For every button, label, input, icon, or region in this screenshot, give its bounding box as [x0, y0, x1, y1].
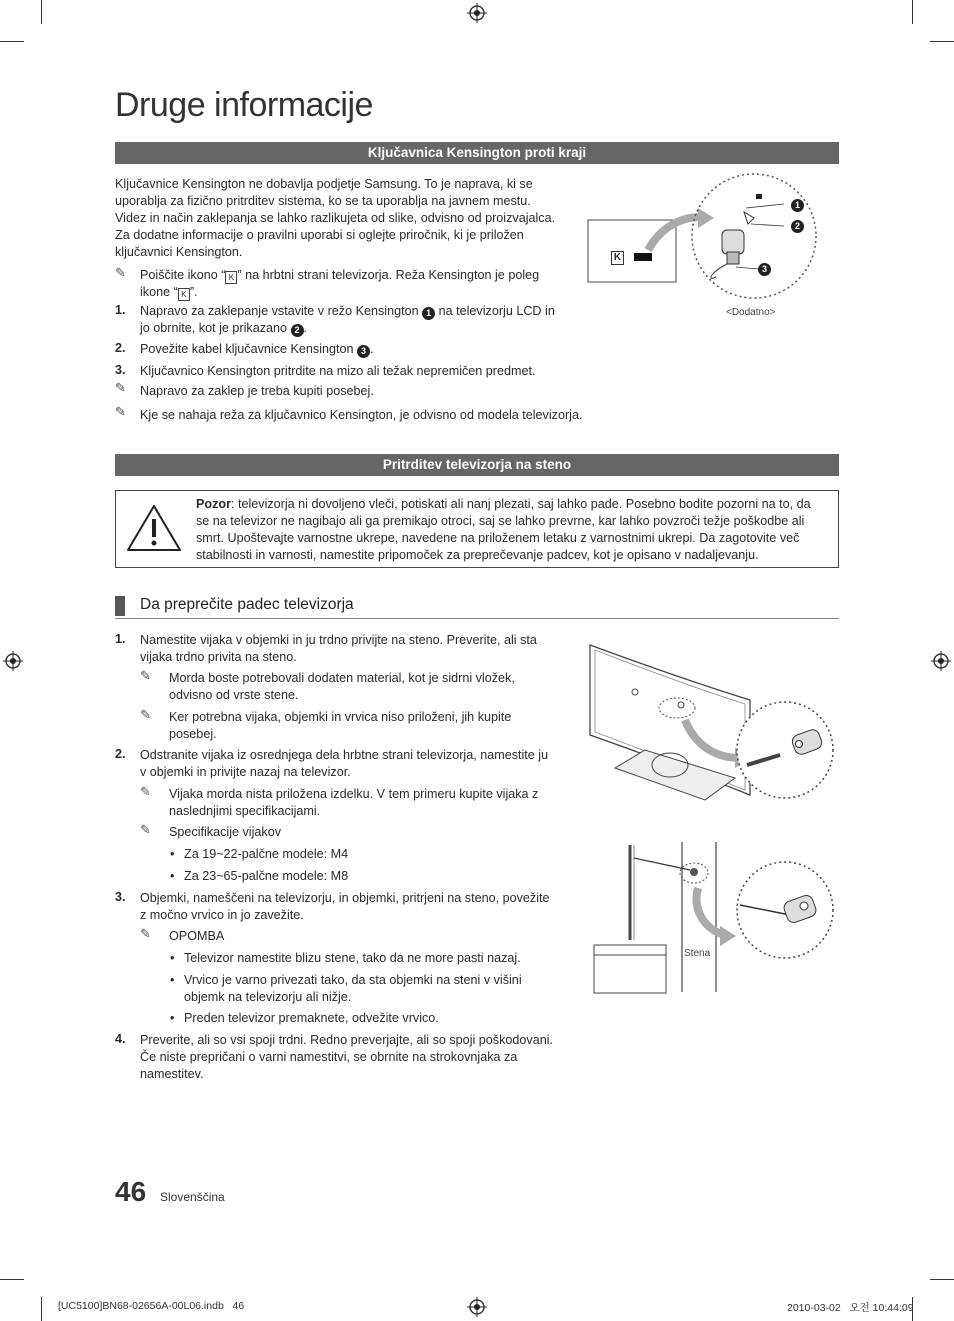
kensington-intro [115, 176, 575, 261]
figure-caption: <Dodatno> [726, 307, 776, 318]
text: jo obrnite, kot je prikazano [140, 321, 288, 335]
kensington-note-3: Kje se nahaja reža za ključavnico Kensington, je odvisno od modela televizorja. [140, 408, 583, 422]
registration-mark-icon [467, 1297, 487, 1317]
text: : televizorja ni dovoljeno vleči, potiskati ali nanj plezati, saj lahko pade. Posebno bodite pozorni na to, da [230, 497, 811, 511]
text-line: Če niste prepričani o varni namestitvi, se obrnite na strokovnjaka za [140, 1050, 518, 1064]
text-line: Vijaka morda nista priložena izdelku. V tem primeru kupite vijaka z [169, 787, 539, 801]
text-line: Videz in način zaklepanja se lahko razlikujeta od slike, odvisno od proizvajalca. [115, 211, 556, 225]
text: Povežite kabel ključavnice Kensington [140, 342, 354, 356]
warning-box [115, 490, 839, 568]
registration-mark-icon [931, 651, 951, 671]
list-item: • Televizor namestite blizu stene, tako da ne more pasti nazaj. [184, 950, 574, 967]
crop-mark [930, 1279, 954, 1280]
list-item: • Za 23~65-palčne modele: M8 [184, 868, 348, 885]
kensington-lock-icon: K [178, 288, 190, 301]
text-line: se na televizor ne nagibajo ali ga premikajo otroci, saj se lahko prevrne, kar lahko povzroči težje poškodbe ali [196, 514, 805, 528]
text-line: stabilnosti in varnosti, namestite pripomoček za preprečevanje padcev, kot je opisano v nadaljevanju. [196, 548, 759, 562]
wall-step-2 [140, 747, 570, 781]
wall-step-1-note-1 [169, 670, 569, 704]
step-number: 1. [115, 632, 126, 646]
note-icon: ✎ [140, 707, 151, 722]
callout-1-icon: 1 [422, 307, 435, 320]
text-line: odvisno od vrste stene. [169, 688, 299, 702]
step-number: 2. [115, 341, 126, 355]
page-title: Druge informacije [115, 86, 373, 124]
text-line: Ker potrebna vijaka, objemki in vrvica niso priloženi, jih kupite [169, 710, 512, 724]
kensington-k-icon: K [611, 251, 624, 265]
step-number: 3. [115, 890, 126, 904]
section-header-kensington: Ključavnica Kensington proti kraji [115, 142, 839, 164]
kensington-lock-illustration [586, 172, 826, 312]
subheading: Da preprečite padec televizorja [140, 596, 354, 613]
divider [115, 618, 839, 619]
registration-mark-icon [467, 3, 487, 23]
text: Poiščite ikono “ [140, 268, 226, 282]
warning-label: Pozor [196, 497, 231, 511]
warning-text [196, 496, 832, 564]
footer-language: Slovenščina [160, 1190, 225, 1204]
note-icon: ✎ [115, 404, 126, 419]
note-icon: ✎ [140, 822, 151, 837]
step-number: 1. [115, 303, 126, 317]
wall-step-2-note-2: Specifikacije vijakov [169, 825, 281, 839]
text-line: v objemki in privijte nazaj na televizor. [140, 765, 351, 779]
wall-step-3-note: OPOMBA [169, 929, 225, 943]
text: na televizorju LCD in [438, 304, 555, 318]
text-line: uporablja za fizično pritrditev sistema, ko se ta uporablja na javnem mestu. [115, 194, 531, 208]
text: . [370, 342, 374, 356]
footer-file: [UC5100]BN68-02656A-00L06.indb 46 [58, 1300, 245, 1312]
note-icon: ✎ [115, 380, 126, 395]
text: ”. [189, 285, 198, 299]
page-number: 46 [115, 1176, 147, 1207]
kensington-note-icon [140, 267, 580, 301]
text-line: namestitev. [140, 1067, 204, 1081]
figure-callout-2-icon: 2 [791, 220, 804, 233]
warning-triangle-icon [126, 503, 182, 553]
kensington-step-2 [140, 341, 580, 358]
kensington-step-3: Ključavnico Kensington pritrdite na mizo ali težak nepremičen predmet. [140, 364, 536, 378]
tv-back-illustration [585, 640, 840, 810]
text-line: Za dodatne informacije o pravilni uporabi si oglejte priročnik, ki je priložen [115, 228, 524, 242]
list-item [184, 972, 574, 1006]
wall-step-1 [140, 632, 570, 666]
step-number: 4. [115, 1032, 126, 1046]
figure-callout-3-icon: 3 [758, 263, 771, 276]
text-line: vijaka trdno privita na steno. [140, 650, 297, 664]
note-icon: ✎ [115, 265, 126, 280]
kensington-step-1 [140, 303, 580, 337]
text: . [303, 321, 308, 335]
figure-callout-1-icon: 1 [791, 199, 804, 212]
text-line: objemk na televizorju ali nižje. [184, 990, 352, 1004]
crop-mark [930, 41, 954, 42]
callout-3-icon: 3 [357, 345, 370, 358]
note-icon: ✎ [140, 668, 151, 683]
list-item: • Za 19~22-palčne modele: M4 [184, 846, 348, 863]
wall-step-4 [140, 1032, 570, 1083]
kensington-note-2: Napravo za zaklep je treba kupiti posebej. [140, 384, 374, 398]
wall-step-1-note-2 [169, 709, 569, 743]
callout-2-icon: 2 [291, 324, 304, 337]
list-item: • Preden televizor premaknete, odvežite vrvico. [184, 1010, 574, 1027]
crop-mark [41, 0, 42, 24]
wall-mount-illustration [590, 840, 835, 995]
crop-mark [0, 41, 24, 42]
step-number: 3. [115, 363, 126, 377]
text-line: ključavnici Kensington. [115, 245, 243, 259]
kensington-lock-icon: K [225, 271, 237, 284]
text-line: smrt. Upoštevajte varnostne ukrepe, navedene na priloženem letaku z varnostnimi ukrepi. Da zagotovite več [196, 531, 800, 545]
text-line [196, 496, 832, 513]
registration-mark-icon [3, 651, 23, 671]
text-line: Ključavnice Kensington ne dobavlja podjetje Samsung. To je naprava, ki se [115, 177, 533, 191]
text-line: • Vrvico je varno privezati tako, da sta objemki na steni v višini [184, 973, 522, 987]
text-line: z močno vrvico in jo zavežite. [140, 908, 304, 922]
crop-mark [912, 0, 913, 24]
text-line: Odstranite vijaka iz osrednjega dela hrbtne strani televizorja, namestite ju [140, 748, 549, 762]
footer-date: 2010-03-02 오전 10:44:09 [787, 1302, 914, 1314]
text-line: Preverite, ali so vsi spoji trdni. Redno preverjajte, ali so spoji poškodovani. [140, 1033, 553, 1047]
wall-step-3 [140, 890, 570, 924]
crop-mark [0, 1279, 24, 1280]
step-number: 2. [115, 747, 126, 761]
text: ikone “ [140, 285, 178, 299]
note-icon: ✎ [140, 926, 151, 941]
wall-step-2-note-1 [169, 786, 569, 820]
text-line: naslednjimi specifikacijami. [169, 804, 321, 818]
text-line: Namestite vijaka v objemki in ju trdno privijte na steno. Preverite, ali sta [140, 633, 537, 647]
text-line: Morda boste potrebovali dodaten material, kot je sidrni vložek, [169, 671, 515, 685]
wall-label: Stena [684, 948, 711, 959]
text: ” na hrbtni strani televizorja. Reža Kensington je poleg [237, 268, 540, 282]
text-line: Objemki, nameščeni na televizorju, in objemki, pritrjeni na steno, povežite [140, 891, 550, 905]
crop-mark [41, 1297, 42, 1321]
text: Napravo za zaklepanje vstavite v režo Kensington [140, 304, 419, 318]
note-icon: ✎ [140, 784, 151, 799]
subheading-marker [115, 596, 125, 616]
text-line: posebej. [169, 727, 217, 741]
section-header-wall: Pritrditev televizorja na steno [115, 454, 839, 476]
